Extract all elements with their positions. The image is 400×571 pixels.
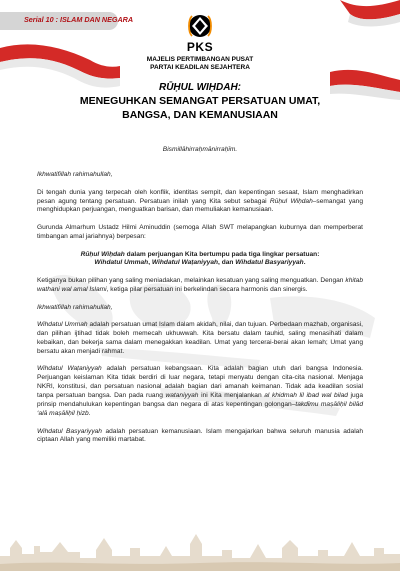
org-name-line1: MAJELIS PERTIMBANGAN PUSAT [146,56,254,63]
flag-ribbon-right-icon [330,0,400,110]
paragraph: Wihdatul Ummah adalah persatuan umat Islam dalam akidah, nilai, dan tujuan. Perbedaan mazhab, organisasi, dan pilihan ijtihad tidak boleh memecah ukhuwwah. Kita bersatu dalam tauhid, saling menasihati dalam kebaikan, dan bekerja sama dalam menegakkan keadilan. Umat yang tercerai-berai akan lemah; Umat yang bersatu akan menjadi rahmat. [37,321,364,355]
title-arabic: RŪḤUL WIḤDAH: [158,82,242,93]
title-line1: MENEGUHKAN SEMANGAT PERSATUAN UMAT, [79,95,321,107]
basmalah: Bismillāhirraḥmānirraḥīm. [162,146,238,153]
paragraph: Ketiganya bukan pilihan yang saling meniadakan, melainkan kesatuan yang saling menguatkan. Dengan khitab wathani wal amal Islami, ketiga pilar persatuan ini berkelindan secara harmonis dan sinergis. [37,277,363,293]
org-name-line2: PARTAI KEADILAN SEJAHTERA [150,64,250,71]
title-line2: BANGSA, DAN KEMANUSIAAN [122,109,278,121]
series-label: Serial 10 : ISLAM DAN NEGARA [24,15,134,24]
letter-body [37,171,363,454]
paragraph: Wihdatul Waṭaniyyah adalah persatuan kebangsaan. Kita adalah bagian utuh dari bangsa Indonesia. Perjuangan keislaman Kita tidak berdiri di luar negara, tetapi menyatu dengan cita-cita nasional. Menjaga NKRI, konstitusi, dan persatuan nasional adalah bagian dari amanah keimanan. Tidak ada keadilan sosial tanpa persatuan bangsa. Dan pada ruang wataniyyah ini Kita menjalankan al khidmah lil ibad wal bilad juga prinsip mendahulukan kepentingan bangsa dan negara di atas kepentingan golongan–takdīmu maṣāliḥil bilād ‘alā maṣāliḥil ḥizb. [37,365,363,417]
logo-wordmark: PKS [186,40,214,54]
greeting: Ikhwatifillah rahimahullah, [37,171,113,178]
paragraph: Di tengah dunia yang terpecah oleh konflik, identitas sempit, dan kepentingan sesaat, Islam menghadirkan pesan agung tentang persatuan. Persatuan inilah yang Kita sebut sebagai Rūḥul Wiḥdah–semangat yang menghidupkan perjuangan, menguatkan barisan, dan memuliakan kemanusiaan. [37,188,363,214]
greeting: Ikhwatifillah rahimahullah, [37,303,113,311]
pillars-quote: Rūḥul Wiḥdah dalam perjuangan Kita bertumpu pada tiga lingkar persatuan: Wihdatul Ummah, Wihdatul Waṭaniyyah, dan Wihdatul Basyariyyah. [80,250,320,267]
paragraph: Gurunda Almarhum Ustadz Hilmi Aminuddin (semoga Allah SWT melapangkan kuburnya dan memperberat timbangan amal jariahnya) berpesan: [37,224,363,240]
pks-logo-icon [178,14,222,62]
paragraph: Wihdatul Basyariyyah adalah persatuan kemanusiaan. Islam mengajarkan bahwa seluruh manusia adalah ciptaan Allah yang memiliki martabat. [37,427,364,444]
series-badge [0,12,134,30]
skyline-illustration [0,528,400,571]
